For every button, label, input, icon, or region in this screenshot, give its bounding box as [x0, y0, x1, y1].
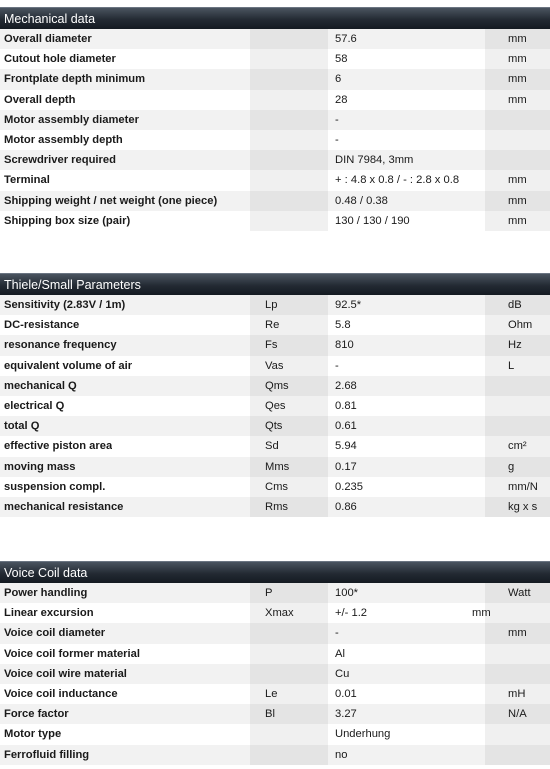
row-value: -: [335, 359, 339, 372]
symbol-cell-bg: [250, 69, 328, 89]
symbol-cell-bg: [250, 29, 328, 49]
symbol-cell-bg: [250, 150, 328, 170]
row-label: Shipping weight / net weight (one piece): [4, 194, 218, 207]
row-label: Motor assembly depth: [4, 133, 123, 146]
row-symbol: Le: [265, 687, 278, 700]
row-label: Voice coil inductance: [4, 687, 118, 700]
unit-cell-bg: [485, 745, 550, 765]
row-label: Motor type: [4, 728, 62, 741]
row-label: Voice coil wire material: [4, 667, 127, 680]
table-row: [0, 623, 550, 643]
row-value: 28: [335, 93, 348, 106]
thiele-small-rows: [0, 295, 550, 517]
unit-cell-bg: [485, 416, 550, 436]
row-label: resonance frequency: [4, 339, 117, 352]
row-unit: mm: [508, 214, 527, 227]
row-unit: mm: [508, 627, 527, 640]
row-symbol: Qts: [265, 420, 283, 433]
row-value: 6: [335, 73, 342, 86]
unit-cell-bg: [485, 150, 550, 170]
symbol-cell-bg: [250, 356, 328, 376]
table-row: [0, 69, 550, 89]
row-label: Sensitivity (2.83V / 1m): [4, 299, 126, 311]
voice-coil-section: [0, 561, 550, 765]
unit-cell-bg: [485, 603, 550, 623]
row-value: 2.68: [335, 379, 357, 392]
row-symbol: Sd: [265, 440, 279, 453]
row-value: 0.61: [335, 420, 357, 433]
row-value: Underhung: [335, 728, 391, 741]
row-label: Frontplate depth minimum: [4, 73, 146, 86]
row-label: Linear excursion: [4, 607, 94, 620]
row-label: mechanical resistance: [4, 500, 124, 513]
symbol-cell-bg: [250, 416, 328, 436]
row-label: total Q: [4, 420, 40, 433]
row-value: 130 / 130 / 190: [335, 214, 410, 227]
table-row: [0, 396, 550, 416]
row-symbol: Lp: [265, 299, 278, 311]
row-value: +/- 1.2: [335, 607, 368, 620]
unit-cell-bg: [485, 644, 550, 664]
symbol-cell-bg: [250, 49, 328, 69]
unit-cell-bg: [485, 724, 550, 744]
table-row: [0, 664, 550, 684]
row-value: + : 4.8 x 0.8 / - : 2.8 x 0.8: [335, 174, 460, 187]
row-symbol: Mms: [265, 460, 290, 473]
table-row: [0, 457, 550, 477]
row-symbol: Qms: [265, 379, 289, 392]
symbol-cell-bg: [250, 191, 328, 211]
row-label: moving mass: [4, 460, 76, 473]
row-label: Overall diameter: [4, 33, 92, 45]
unit-cell-bg: [485, 356, 550, 376]
table-row: [0, 376, 550, 396]
row-unit: mH: [508, 687, 526, 700]
row-symbol: Vas: [265, 359, 284, 372]
row-label: mechanical Q: [4, 379, 77, 392]
row-label: Shipping box size (pair): [4, 214, 131, 227]
unit-cell-bg: [485, 396, 550, 416]
row-label: Cutout hole diameter: [4, 53, 116, 66]
row-unit: N/A: [508, 708, 527, 721]
row-label: Power handling: [4, 587, 88, 599]
row-value: -: [335, 113, 339, 126]
row-value: 810: [335, 339, 354, 352]
row-value: DIN 7984, 3mm: [335, 154, 414, 167]
row-label: Voice coil diameter: [4, 627, 106, 640]
table-row: [0, 29, 550, 49]
symbol-cell-bg: [250, 684, 328, 704]
mechanical-data-rows: [0, 29, 550, 231]
table-row: [0, 150, 550, 170]
row-label: Ferrofluid filling: [4, 748, 90, 761]
mechanical-data-header: Mechanical data: [0, 7, 550, 29]
row-unit: mm/N: [508, 480, 538, 493]
symbol-cell-bg: [250, 211, 328, 231]
symbol-cell-bg: [250, 436, 328, 456]
symbol-cell-bg: [250, 376, 328, 396]
row-unit: Ohm: [508, 319, 533, 332]
row-symbol: Cms: [265, 480, 288, 493]
table-row: [0, 295, 550, 315]
unit-cell-bg: [485, 376, 550, 396]
thiele-small-header: Thiele/Small Parameters: [0, 273, 550, 295]
row-unit: mm: [508, 194, 527, 207]
unit-cell-bg: [485, 130, 550, 150]
row-unit: mm: [508, 93, 527, 106]
symbol-cell-bg: [250, 724, 328, 744]
row-unit: Hz: [508, 339, 522, 352]
unit-cell-bg: [485, 457, 550, 477]
row-value: 58: [335, 53, 348, 66]
table-row: [0, 110, 550, 130]
unit-cell-bg: [485, 664, 550, 684]
voice-coil-header: Voice Coil data: [0, 561, 550, 583]
symbol-cell-bg: [250, 623, 328, 643]
table-row: [0, 745, 550, 765]
row-value: 92.5*: [335, 299, 362, 311]
table-row: [0, 583, 550, 603]
row-unit: L: [508, 359, 515, 372]
table-row: [0, 644, 550, 664]
symbol-cell-bg: [250, 664, 328, 684]
row-value: 0.17: [335, 460, 357, 473]
symbol-cell-bg: [250, 90, 328, 110]
table-row: [0, 211, 550, 231]
row-value: 5.8: [335, 319, 351, 332]
table-row: [0, 603, 550, 623]
symbol-cell-bg: [250, 704, 328, 724]
symbol-cell-bg: [250, 583, 328, 603]
symbol-cell-bg: [250, 295, 328, 315]
table-row: [0, 436, 550, 456]
table-row: [0, 704, 550, 724]
table-row: [0, 497, 550, 517]
row-label: Voice coil former material: [4, 647, 140, 660]
row-unit: mm: [508, 73, 527, 86]
row-value: 0.235: [335, 480, 363, 493]
row-label: Terminal: [4, 174, 50, 187]
row-label: equivalent volume of air: [4, 359, 133, 372]
table-row: [0, 49, 550, 69]
row-unit: mm: [508, 53, 527, 66]
row-unit: g: [508, 460, 515, 473]
table-row: [0, 170, 550, 190]
table-row: [0, 130, 550, 150]
symbol-cell-bg: [250, 170, 328, 190]
symbol-cell-bg: [250, 335, 328, 355]
row-unit: dB: [508, 299, 522, 311]
row-value: -: [335, 133, 339, 146]
row-symbol: Fs: [265, 339, 278, 352]
table-row: [0, 477, 550, 497]
symbol-cell-bg: [250, 745, 328, 765]
row-unit: mm: [508, 174, 527, 187]
symbol-cell-bg: [250, 497, 328, 517]
row-label: Screwdriver required: [4, 154, 116, 167]
row-value: 3.27: [335, 708, 357, 721]
symbol-cell-bg: [250, 110, 328, 130]
table-row: [0, 191, 550, 211]
row-value: 57.6: [335, 33, 357, 45]
row-value: 5.94: [335, 440, 357, 453]
table-row: [0, 356, 550, 376]
row-symbol: Qes: [265, 399, 286, 412]
row-symbol: Rms: [265, 500, 288, 513]
row-unit: cm²: [508, 440, 527, 453]
row-label: DC-resistance: [4, 319, 80, 332]
row-value: Al: [335, 647, 345, 660]
row-symbol: Re: [265, 319, 280, 332]
row-label: Overall depth: [4, 93, 76, 106]
row-unit: mm: [472, 607, 491, 620]
row-symbol: Bl: [265, 708, 275, 721]
voice-coil-rows: [0, 583, 550, 765]
symbol-cell-bg: [250, 396, 328, 416]
table-row: [0, 724, 550, 744]
table-row: [0, 335, 550, 355]
row-label: effective piston area: [4, 440, 113, 453]
row-value: 0.48 / 0.38: [335, 194, 388, 207]
row-label: Force factor: [4, 708, 69, 721]
symbol-cell-bg: [250, 644, 328, 664]
row-value: -: [335, 627, 339, 640]
table-row: [0, 684, 550, 704]
symbol-cell-bg: [250, 477, 328, 497]
row-value: 0.81: [335, 399, 357, 412]
row-value: 100*: [335, 587, 359, 599]
row-unit: kg x s: [508, 500, 538, 513]
symbol-cell-bg: [250, 315, 328, 335]
row-value: 0.01: [335, 687, 357, 700]
row-value: no: [335, 748, 348, 761]
row-symbol: P: [265, 587, 273, 599]
row-unit: mm: [508, 33, 527, 45]
row-label: Motor assembly diameter: [4, 113, 139, 126]
table-row: [0, 416, 550, 436]
row-label: electrical Q: [4, 399, 65, 412]
row-symbol: Xmax: [265, 607, 294, 620]
symbol-cell-bg: [250, 130, 328, 150]
row-value: 0.86: [335, 500, 357, 513]
unit-cell-bg: [485, 110, 550, 130]
table-row: [0, 315, 550, 335]
thiele-small-section: [0, 273, 550, 517]
row-unit: Watt: [508, 587, 531, 599]
mechanical-data-section: [0, 7, 550, 231]
table-row: [0, 90, 550, 110]
row-label: suspension compl.: [4, 480, 106, 493]
row-value: Cu: [335, 667, 350, 680]
